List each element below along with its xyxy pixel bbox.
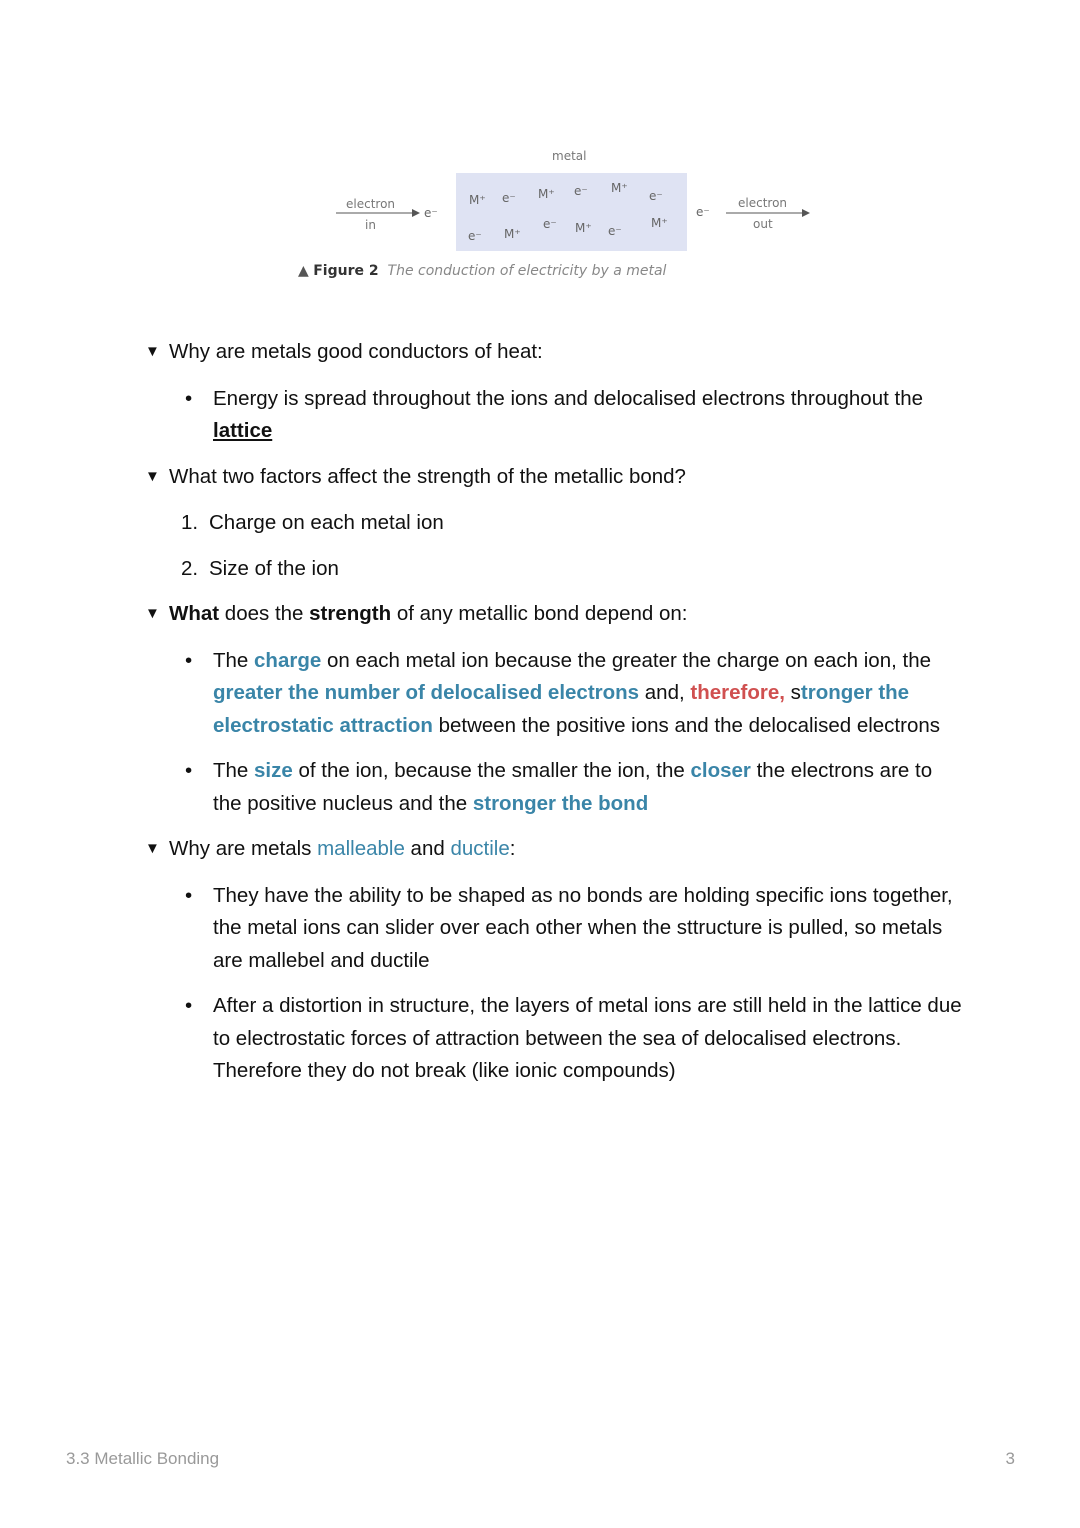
list-item bbox=[181, 553, 965, 586]
toggle-triangle-icon[interactable]: ▼ bbox=[145, 840, 160, 857]
electron-entering: e⁻ bbox=[424, 206, 438, 220]
list-item-text bbox=[213, 383, 965, 448]
highlight-blue: ductile bbox=[450, 837, 510, 860]
toggle-triangle-icon[interactable]: ▼ bbox=[145, 605, 160, 622]
highlight-blue: greater the number of delocalised electrons bbox=[213, 681, 640, 704]
strength-answer-list bbox=[181, 645, 965, 821]
answer-text: Energy is spread throughout the ions and delocalised electrons throughout the bbox=[213, 386, 924, 410]
electron-in-label-bottom: in bbox=[365, 218, 376, 232]
toggle-question bbox=[169, 833, 515, 866]
answer-text: and, bbox=[639, 681, 691, 704]
footer-title: 3.3 Metallic Bonding bbox=[66, 1449, 220, 1468]
electron-exiting: e⁻ bbox=[696, 205, 710, 219]
highlight-blue: stronger the bond bbox=[472, 791, 649, 815]
answer-text: between the positive ions and the delocalised electrons bbox=[432, 713, 941, 737]
list-number: 2. bbox=[181, 556, 199, 580]
notes-content bbox=[145, 336, 965, 1101]
list-item bbox=[181, 645, 965, 743]
figure-caption-text: The conduction of electricity by a metal bbox=[387, 263, 667, 279]
question-text: : bbox=[509, 837, 516, 860]
bullet-icon: • bbox=[185, 648, 193, 672]
question-text: does the bbox=[219, 602, 310, 625]
question-bold: What bbox=[169, 602, 220, 625]
toggle-triangle-icon[interactable]: ▼ bbox=[145, 343, 160, 360]
list-item bbox=[181, 755, 965, 820]
electron: e⁻ bbox=[649, 189, 663, 203]
bullet-icon: • bbox=[185, 883, 193, 907]
electron-out-label-bottom: out bbox=[753, 217, 773, 231]
electron-out-label-top: electron bbox=[738, 196, 788, 210]
list-item-text bbox=[213, 755, 965, 820]
list-number: 1. bbox=[181, 511, 199, 534]
figure-number: Figure 2 bbox=[313, 263, 379, 279]
list-item bbox=[181, 880, 965, 978]
triangle-icon: ▲ bbox=[298, 263, 309, 279]
answer-text: on each metal ion because the greater the charge on each ion, the bbox=[321, 648, 931, 672]
answer-text: s bbox=[784, 681, 801, 704]
question-text: Why are metals bbox=[169, 837, 318, 860]
metal-ion: M⁺ bbox=[504, 227, 521, 241]
answer-text: The bbox=[213, 759, 255, 782]
conduction-figure bbox=[0, 140, 1080, 300]
electron-out-arrow bbox=[726, 208, 810, 218]
metal-label: metal bbox=[552, 149, 587, 163]
list-item-text: After a distortion in structure, the layers of metal ions are still held in the lattice due to electrostatic forces of attraction between the sea of delocalised electrons. Therefore they do not break (like ionic compounds) bbox=[213, 994, 962, 1082]
list-item-text: Size of the ion bbox=[209, 556, 339, 580]
metal-lattice bbox=[456, 173, 687, 251]
electron-in-label-top: electron bbox=[346, 197, 396, 211]
highlight-blue: malleable bbox=[317, 837, 405, 860]
list-item-text bbox=[213, 645, 965, 743]
list-item bbox=[181, 507, 965, 540]
question-text: of any metallic bond depend on: bbox=[391, 602, 688, 625]
highlight-red: therefore, bbox=[690, 681, 785, 704]
highlight-blue: charge bbox=[254, 648, 322, 672]
electron: e⁻ bbox=[502, 191, 516, 205]
toggle-bond-strength[interactable] bbox=[145, 598, 965, 631]
answer-text: The bbox=[213, 648, 255, 672]
answer-text: of the ion, because the smaller the ion, the bbox=[292, 759, 691, 782]
bullet-icon: • bbox=[185, 386, 193, 410]
page-number: 3 bbox=[1005, 1449, 1015, 1468]
metal-ion: M⁺ bbox=[611, 181, 628, 195]
answer-emphasis: lattice bbox=[213, 419, 273, 442]
toggle-question: What two factors affect the strength of the metallic bond? bbox=[169, 464, 686, 488]
list-item bbox=[181, 990, 965, 1088]
toggle-question: Why are metals good conductors of heat: bbox=[169, 340, 543, 363]
electron: e⁻ bbox=[543, 217, 557, 231]
malleable-answer-list bbox=[181, 880, 965, 1088]
metal-ion: M⁺ bbox=[575, 221, 592, 235]
question-bold: strength bbox=[309, 602, 392, 625]
electron-in-arrow bbox=[336, 208, 420, 218]
toggle-triangle-icon[interactable]: ▼ bbox=[145, 467, 160, 485]
toggle-bond-factors[interactable] bbox=[145, 461, 965, 494]
heat-answer-list bbox=[181, 383, 965, 448]
toggle-question bbox=[169, 598, 687, 631]
metal-ion: M⁺ bbox=[651, 216, 668, 230]
metal-ion: M⁺ bbox=[538, 187, 555, 201]
highlight-blue: closer bbox=[690, 759, 751, 782]
list-item-text: They have the ability to be shaped as no bonds are holding specific ions together, the metal ions can slider over each other when the sttructure is pulled, so metals are mallebel and ductile bbox=[213, 883, 953, 972]
list-item-text: Charge on each metal ion bbox=[209, 511, 444, 534]
factors-list bbox=[181, 507, 965, 585]
toggle-malleable-ductile[interactable] bbox=[145, 833, 965, 866]
bullet-icon: • bbox=[185, 994, 193, 1017]
question-text: and bbox=[404, 837, 451, 860]
electron: e⁻ bbox=[608, 224, 622, 238]
highlight-blue: tronger the electrostatic attraction bbox=[213, 681, 910, 737]
list-item bbox=[181, 383, 965, 448]
electron: e⁻ bbox=[574, 184, 588, 198]
metal-ion: M⁺ bbox=[469, 193, 486, 207]
toggle-heat-conductors[interactable] bbox=[145, 336, 965, 369]
figure-caption bbox=[298, 263, 666, 279]
highlight-blue: size bbox=[254, 759, 293, 782]
answer-text: the electrons are to the positive nucleus and the bbox=[213, 759, 933, 815]
bullet-icon: • bbox=[185, 759, 193, 782]
electron: e⁻ bbox=[468, 229, 482, 243]
